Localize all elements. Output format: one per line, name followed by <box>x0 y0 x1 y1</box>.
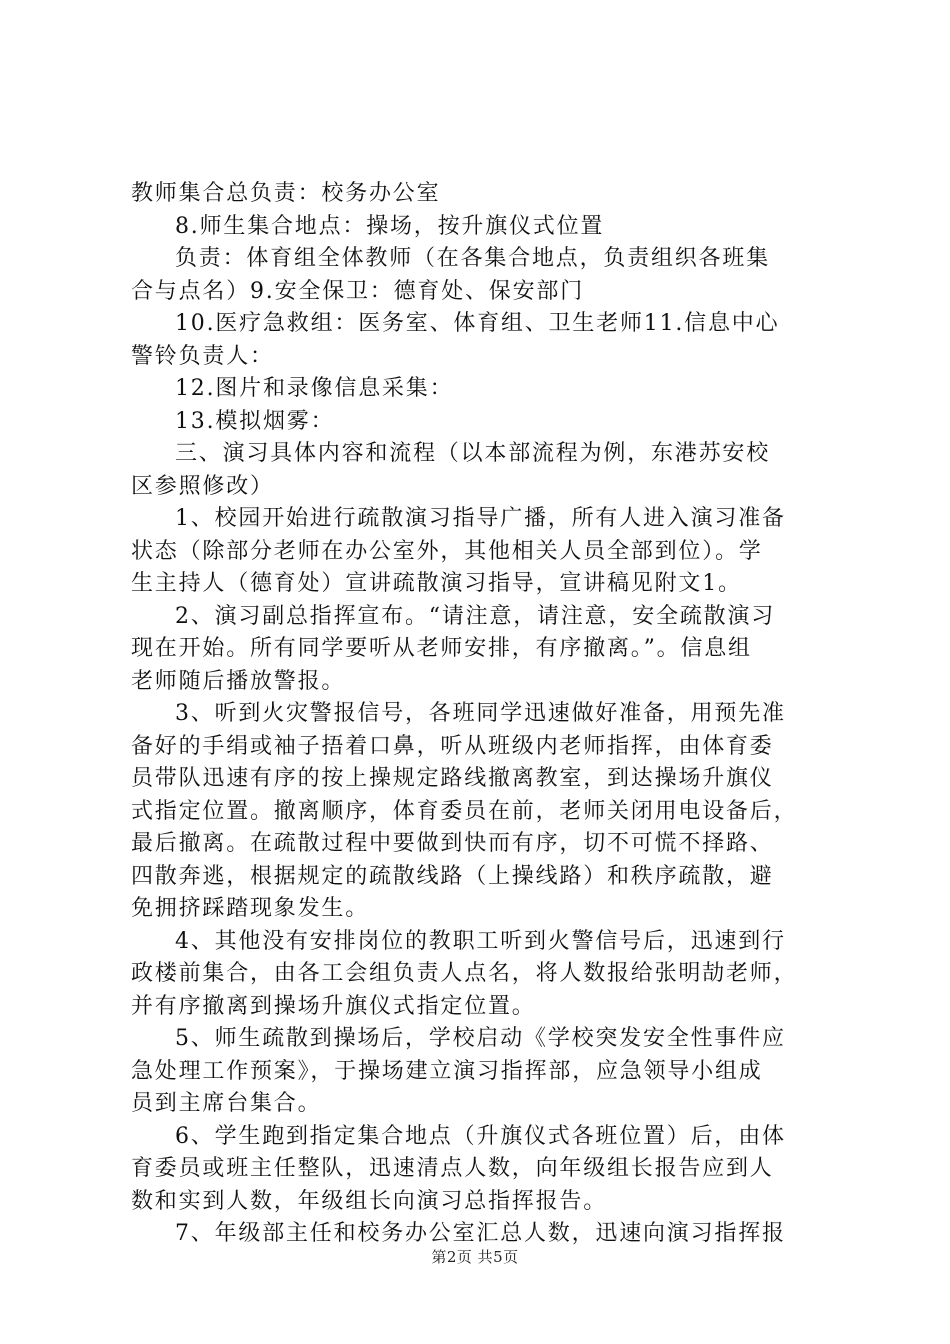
text-line: 最后撤离。在疏散过程中要做到快而有序，切不可慌不择路、 <box>131 831 774 856</box>
text-line: 政楼前集合，由各工会组负责人点名，将人数报给张明劼老师， <box>131 961 798 986</box>
text-line: 区参照修改） <box>131 473 274 499</box>
text-line: 急处理工作预案》，于操场建立演习指挥部，应急领导小组成 <box>131 1058 763 1084</box>
text-line: 10.医疗急救组：医务室、体育组、卫生老师11.信息中心 <box>175 311 780 336</box>
text-line: 老师随后播放警报。 <box>131 668 346 694</box>
text-line: 现在开始。所有同学要听从老师安排，有序撤离。”。信息组 <box>131 636 752 661</box>
text-line: 三、演习具体内容和流程（以本部流程为例，东港苏安校 <box>175 441 771 466</box>
text-line: 4、其他没有安排岗位的教职工听到火警信号后，迅速到行 <box>175 928 786 954</box>
text-line: 7、年级部主任和校务办公室汇总人数，迅速向演习指挥报 <box>175 1221 786 1246</box>
text-line: 员到主席台集合。 <box>131 1091 322 1116</box>
text-line: 数和实到人数，年级组长向演习总指挥报告。 <box>131 1188 608 1214</box>
text-line: 5、师生疏散到操场后，学校启动《学校突发安全性事件应 <box>175 1026 786 1051</box>
text-line: 式指定位置。撤离顺序，体育委员在前，老师关闭用电设备后， <box>131 798 798 824</box>
text-line: 3、听到火灾警报信号，各班同学迅速做好准备，用预先准 <box>175 701 786 726</box>
page-number-footer: 第2页 共5页 <box>431 1248 519 1266</box>
text-line: 8.师生集合地点：操场，按升旗仪式位置 <box>175 213 605 239</box>
text-line: 生主持人（德育处）宣讲疏散演习指导，宣讲稿见附文1。 <box>131 571 742 596</box>
text-line: 育委员或班主任整队，迅速清点人数，向年级组长报告应到人 <box>131 1156 774 1181</box>
text-line: 负责：体育组全体教师（在各集合地点，负责组织各班集 <box>175 246 771 271</box>
text-line: 警铃负责人： <box>131 343 274 369</box>
document-body <box>131 178 831 1251</box>
text-line: 6、学生跑到指定集合地点（升旗仪式各班位置）后，由体 <box>175 1123 786 1149</box>
text-line: 免拥挤踩踏现象发生。 <box>131 896 370 921</box>
text-line: 12.图片和录像信息采集： <box>175 376 454 401</box>
text-line: 状态（除部分老师在办公室外，其他相关人员全部到位）。学 <box>131 538 763 564</box>
text-line: 教师集合总负责：校务办公室 <box>131 181 441 206</box>
text-line: 合与点名）9.安全保卫：德育处、保安部门 <box>131 278 584 304</box>
text-line: 四散奔逃，根据规定的疏散线路（上操线路）和秩序疏散，避 <box>131 863 774 889</box>
text-line: 2、演习副总指挥宣布。“请注意，请注意，安全疏散演习 <box>175 603 776 629</box>
text-line: 并有序撤离到操场升旗仪式指定位置。 <box>131 993 536 1019</box>
text-line: 1、校园开始进行疏散演习指导广播，所有人进入演习准备 <box>175 506 786 531</box>
text-line: 员带队迅速有序的按上操规定路线撤离教室，到达操场升旗仪 <box>131 766 774 791</box>
text-line: 13.模拟烟雾： <box>175 408 335 434</box>
text-line: 备好的手绢或袖子捂着口鼻，听从班级内老师指挥，由体育委 <box>131 733 774 759</box>
